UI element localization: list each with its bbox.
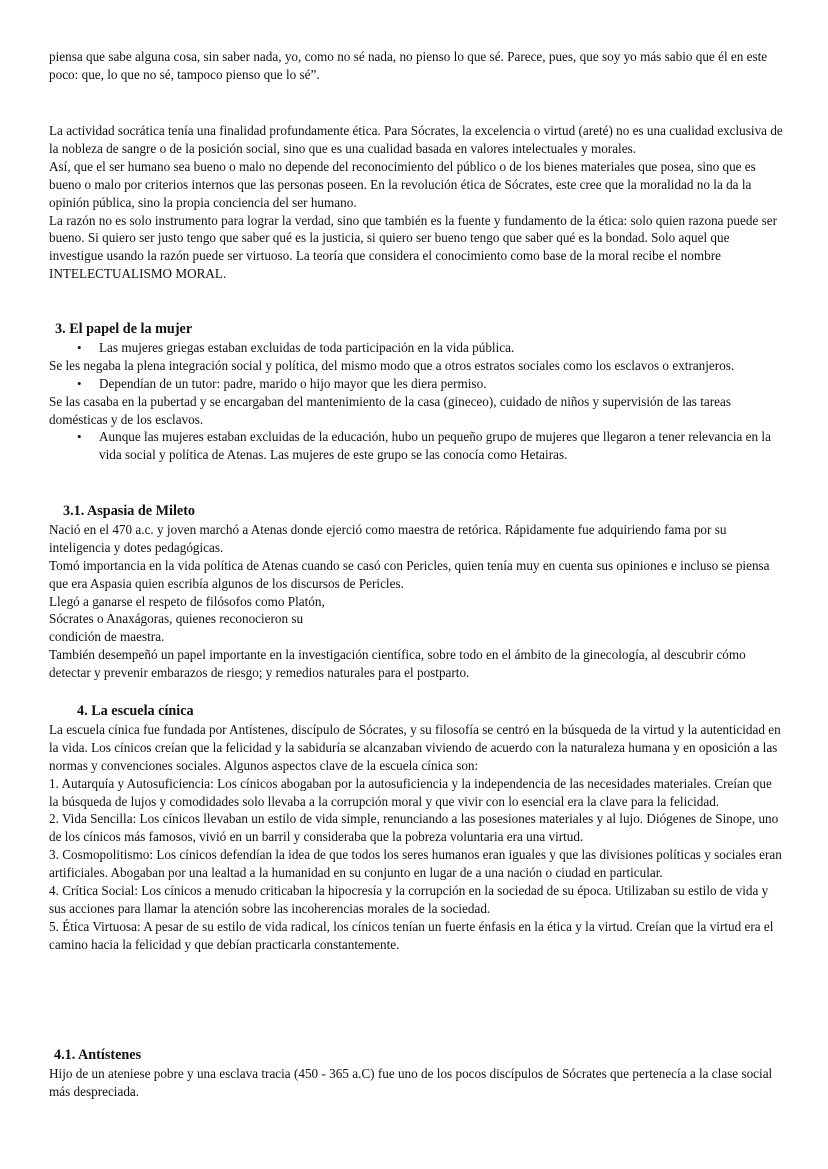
bullet-list — [49, 339, 784, 357]
bullet-list — [49, 428, 784, 464]
text-line: Sócrates o Anaxágoras, quienes reconocieron su — [49, 611, 304, 627]
bullet-item: • Las mujeres griegas estaban excluidas de toda participación en la vida pública. — [49, 339, 784, 357]
section-heading: 3. El papel de la mujer — [55, 321, 193, 337]
section-heading: 4. La escuela cínica — [77, 703, 194, 719]
ethics-paragraph: Así, que el ser humano sea bueno o malo no depende del reconocimiento del público o de los bienes materiales que posea, sino que es bueno o malo por criterios internos que las personas poseen. En la revolución ética de Sócrates, este cree que la moralidad no la da la opinión pública, sino la propia conciencia del ser humano. — [49, 158, 756, 210]
section-heading: 4.1. Antístenes — [54, 1047, 142, 1063]
section-heading: 3.1. Aspasia de Mileto — [63, 503, 196, 519]
bullet-item: • Dependían de un tutor: padre, marido o hijo mayor que les diera permiso. — [49, 375, 784, 393]
cynics-section — [49, 703, 784, 954]
ethics-paragraph: La actividad socrática tenía una finalidad profundamente ética. Para Sócrates, la excelencia o virtud (areté) no es una cualidad exclusiva de la nobleza de sangre o de la posición social, sino que es una cualidad basada en valores intelectuales y morales. — [49, 123, 783, 156]
antistenes-section — [49, 1047, 784, 1101]
intro-quote: piensa que sabe alguna cosa, sin saber nada, yo, como no sé nada, no pienso lo que sé. Parece, pues, que soy yo más sabio que él en este poco: que, lo que no sé, tampoco pienso que lo sé”. — [49, 49, 768, 82]
paragraph: Se les negaba la plena integración social y política, del mismo modo que a otros estratos sociales como los esclavos o extranjeros. — [49, 357, 735, 373]
paragraph: También desempeñó un papel importante en la investigación científica, sobre todo en el ámbito de la ginecología, al descubrir cómo detectar y prevenir embarazos de riesgo; y remedios naturales para el postparto. — [49, 647, 746, 681]
aspasia-section — [49, 503, 784, 682]
bullet-item: • Aunque las mujeres estaban excluidas de la educación, hubo un pequeño grupo de mujeres que llegaron a tener relevancia en la vida social y política de Atenas. Las mujeres de este grupo se las conocía como Hetairas. — [49, 428, 784, 464]
numbered-item: 4. Crítica Social: Los cínicos a menudo criticaban la hipocresía y la corrupción en la sociedad de su época. Utilizaban su estilo de vida y sus acciones para llamar la atención sobre las incoherencias morales de la sociedad. — [49, 883, 769, 916]
women-section — [49, 321, 784, 464]
bullet-list — [49, 375, 784, 393]
text-line: Llegó a ganarse el respeto de filósofos como Platón, — [49, 593, 325, 609]
paragraph: Se las casaba en la pubertad y se encargaban del mantenimiento de la casa (gineceo), cuidado de niños y supervisión de las tareas domésticas y de los esclavos. — [49, 393, 731, 427]
ethics-paragraph: La razón no es solo instrumento para lograr la verdad, sino que también es la fuente y fundamento de la ética: solo quien razona puede ser bueno. Si quiero ser justo tengo que saber qué es la justicia, si quiero ser bueno tengo que saber qué es la bondad. Solo aquel que investigue usando la razón puede ser virtuoso. La teoría que considera el conocimiento como base de la moral recibe el nombre INTELECTUALISMO MORAL. — [49, 212, 777, 282]
numbered-item: 1. Autarquía y Autosuficiencia: Los cínicos abogaban por la autosuficiencia y la independencia de las necesidades materiales. Creían que la búsqueda de lujos y comodidades solo llevaba a la corrupción moral y que vivir con lo esencial era la clave para la felicidad. — [49, 775, 772, 809]
numbered-item: 5. Ética Virtuosa: A pesar de su estilo de vida radical, los cínicos tenían un fuerte énfasis en la ética y la virtud. Creían que la virtud era el camino hacia la felicidad y que debían practicarla constantemente. — [49, 918, 774, 952]
paragraph: Tomó importancia en la vida política de Atenas cuando se casó con Pericles, quien tenía muy en cuenta sus opiniones e incluso se piensa que era Aspasia quien escribía algunos de los discursos de Pericles. — [49, 557, 770, 591]
paragraph: Hijo de un ateniese pobre y una esclava tracia (450 - 365 a.C) fue uno de los pocos discípulos de Sócrates que pertenecía a la clase social más despreciada. — [49, 1065, 773, 1099]
text-line: condición de maestra. — [49, 629, 165, 645]
ethics-section — [49, 122, 784, 283]
numbered-item: 2. Vida Sencilla: Los cínicos llevaban un estilo de vida simple, renunciando a las posesiones materiales y al lujo. Diógenes de Sinope, uno de los cínicos más famosos, vivió en un barril y consideraba que la pobreza voluntaria era una virtud. — [49, 811, 779, 845]
paragraph: Nació en el 470 a.c. y joven marchó a Atenas donde ejerció como maestra de retórica. Rápidamente fue adquiriendo fama por su inteligencia y dotes pedagógicas. — [49, 521, 727, 555]
numbered-item: 3. Cosmopolitismo: Los cínicos defendían la idea de que todos los seres humanos eran iguales y que las divisiones políticas y sociales eran artificiales. Abogaban por una lealtad a la humanidad en su conjunto en lugar de a una nación o ciudad en particular. — [49, 847, 782, 881]
paragraph: La escuela cínica fue fundada por Antístenes, discípulo de Sócrates, y su filosofía se centró en la búsqueda de la virtud y la autenticidad en la vida. Los cínicos creían que la felicidad y la sabiduría se alcanzaban viviendo de acuerdo con la naturaleza humana y en oposición a las normas y convenciones sociales. Algunos aspectos clave de la escuela cínica son: — [49, 721, 781, 773]
